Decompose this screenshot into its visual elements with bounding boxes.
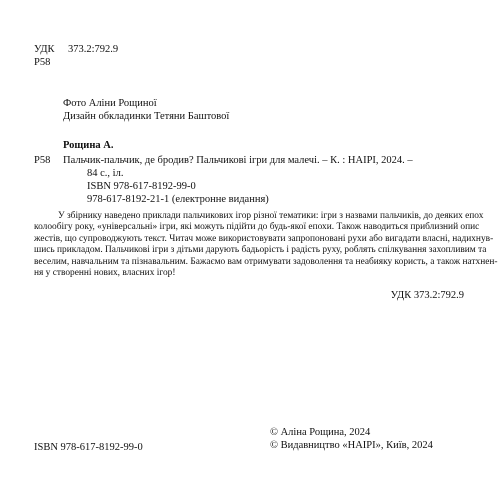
udk-label: УДК: [34, 44, 55, 55]
copyright-author: © Аліна Рощина, 2024: [270, 427, 371, 438]
annotation-line: колообігу року, «універсальні» ігри, які можуть підійти до будь-якої епохи. Також наводиться приблизний опис: [34, 222, 480, 233]
annotation-paragraph: [34, 211, 498, 279]
catalog-author-sign: Р58: [34, 155, 51, 166]
annotation-line: жестів, що супроводжують текст. Читач може використовувати запропоновані рухи або вигадати власні, надихнув-: [34, 233, 494, 244]
udk-value: 373.2:792.9: [68, 44, 119, 55]
annotation-line: У збірнику наведено приклади пальчикових ігор різної тематики: ігри з назвами пальчиків, до деяких епох: [58, 211, 484, 221]
annotation-line: ня у створенні нових, власних ігор!: [34, 268, 176, 279]
copyright-publisher: © Видавництво «НАІРІ», Київ, 2024: [270, 440, 433, 451]
copyright-block: [270, 426, 433, 452]
author-sign-top: Р58: [34, 57, 51, 68]
annotation-line: веселим, навчальним та пізнавальним. Бажаємо вам отримувати задоволення та неабияку користь, а також натхнен-: [34, 256, 498, 267]
catalog-description: [63, 154, 413, 206]
photo-credit: Фото Аліни Рощиної: [63, 98, 157, 109]
isbn-bottom: ISBN 978-617-8192-99-0: [34, 442, 143, 453]
udk-code: [34, 43, 118, 56]
catalog-pages: 84 с., іл.: [87, 168, 124, 179]
catalog-title-line: Пальчик-пальчик, де бродив? Пальчикові ігри для малечі. – К. : НАІРІ, 2024. –: [63, 155, 413, 166]
credits: [63, 97, 229, 123]
catalog-isbn-electronic: 978-617-8192-21-1 (електронне видання): [87, 194, 269, 205]
catalog-isbn-print: ISBN 978-617-8192-99-0: [87, 181, 196, 192]
udk-code-right: УДК 373.2:792.9: [390, 290, 464, 301]
annotation-line: шись прикладом. Пальчикові ігри з дітьми дарують бадьорість і радість руху, роблять спілкування захопливим та: [34, 245, 487, 256]
cover-design-credit: Дизайн обкладинки Тетяни Баштової: [63, 111, 230, 122]
catalog-author: Рощина А.: [63, 140, 114, 151]
